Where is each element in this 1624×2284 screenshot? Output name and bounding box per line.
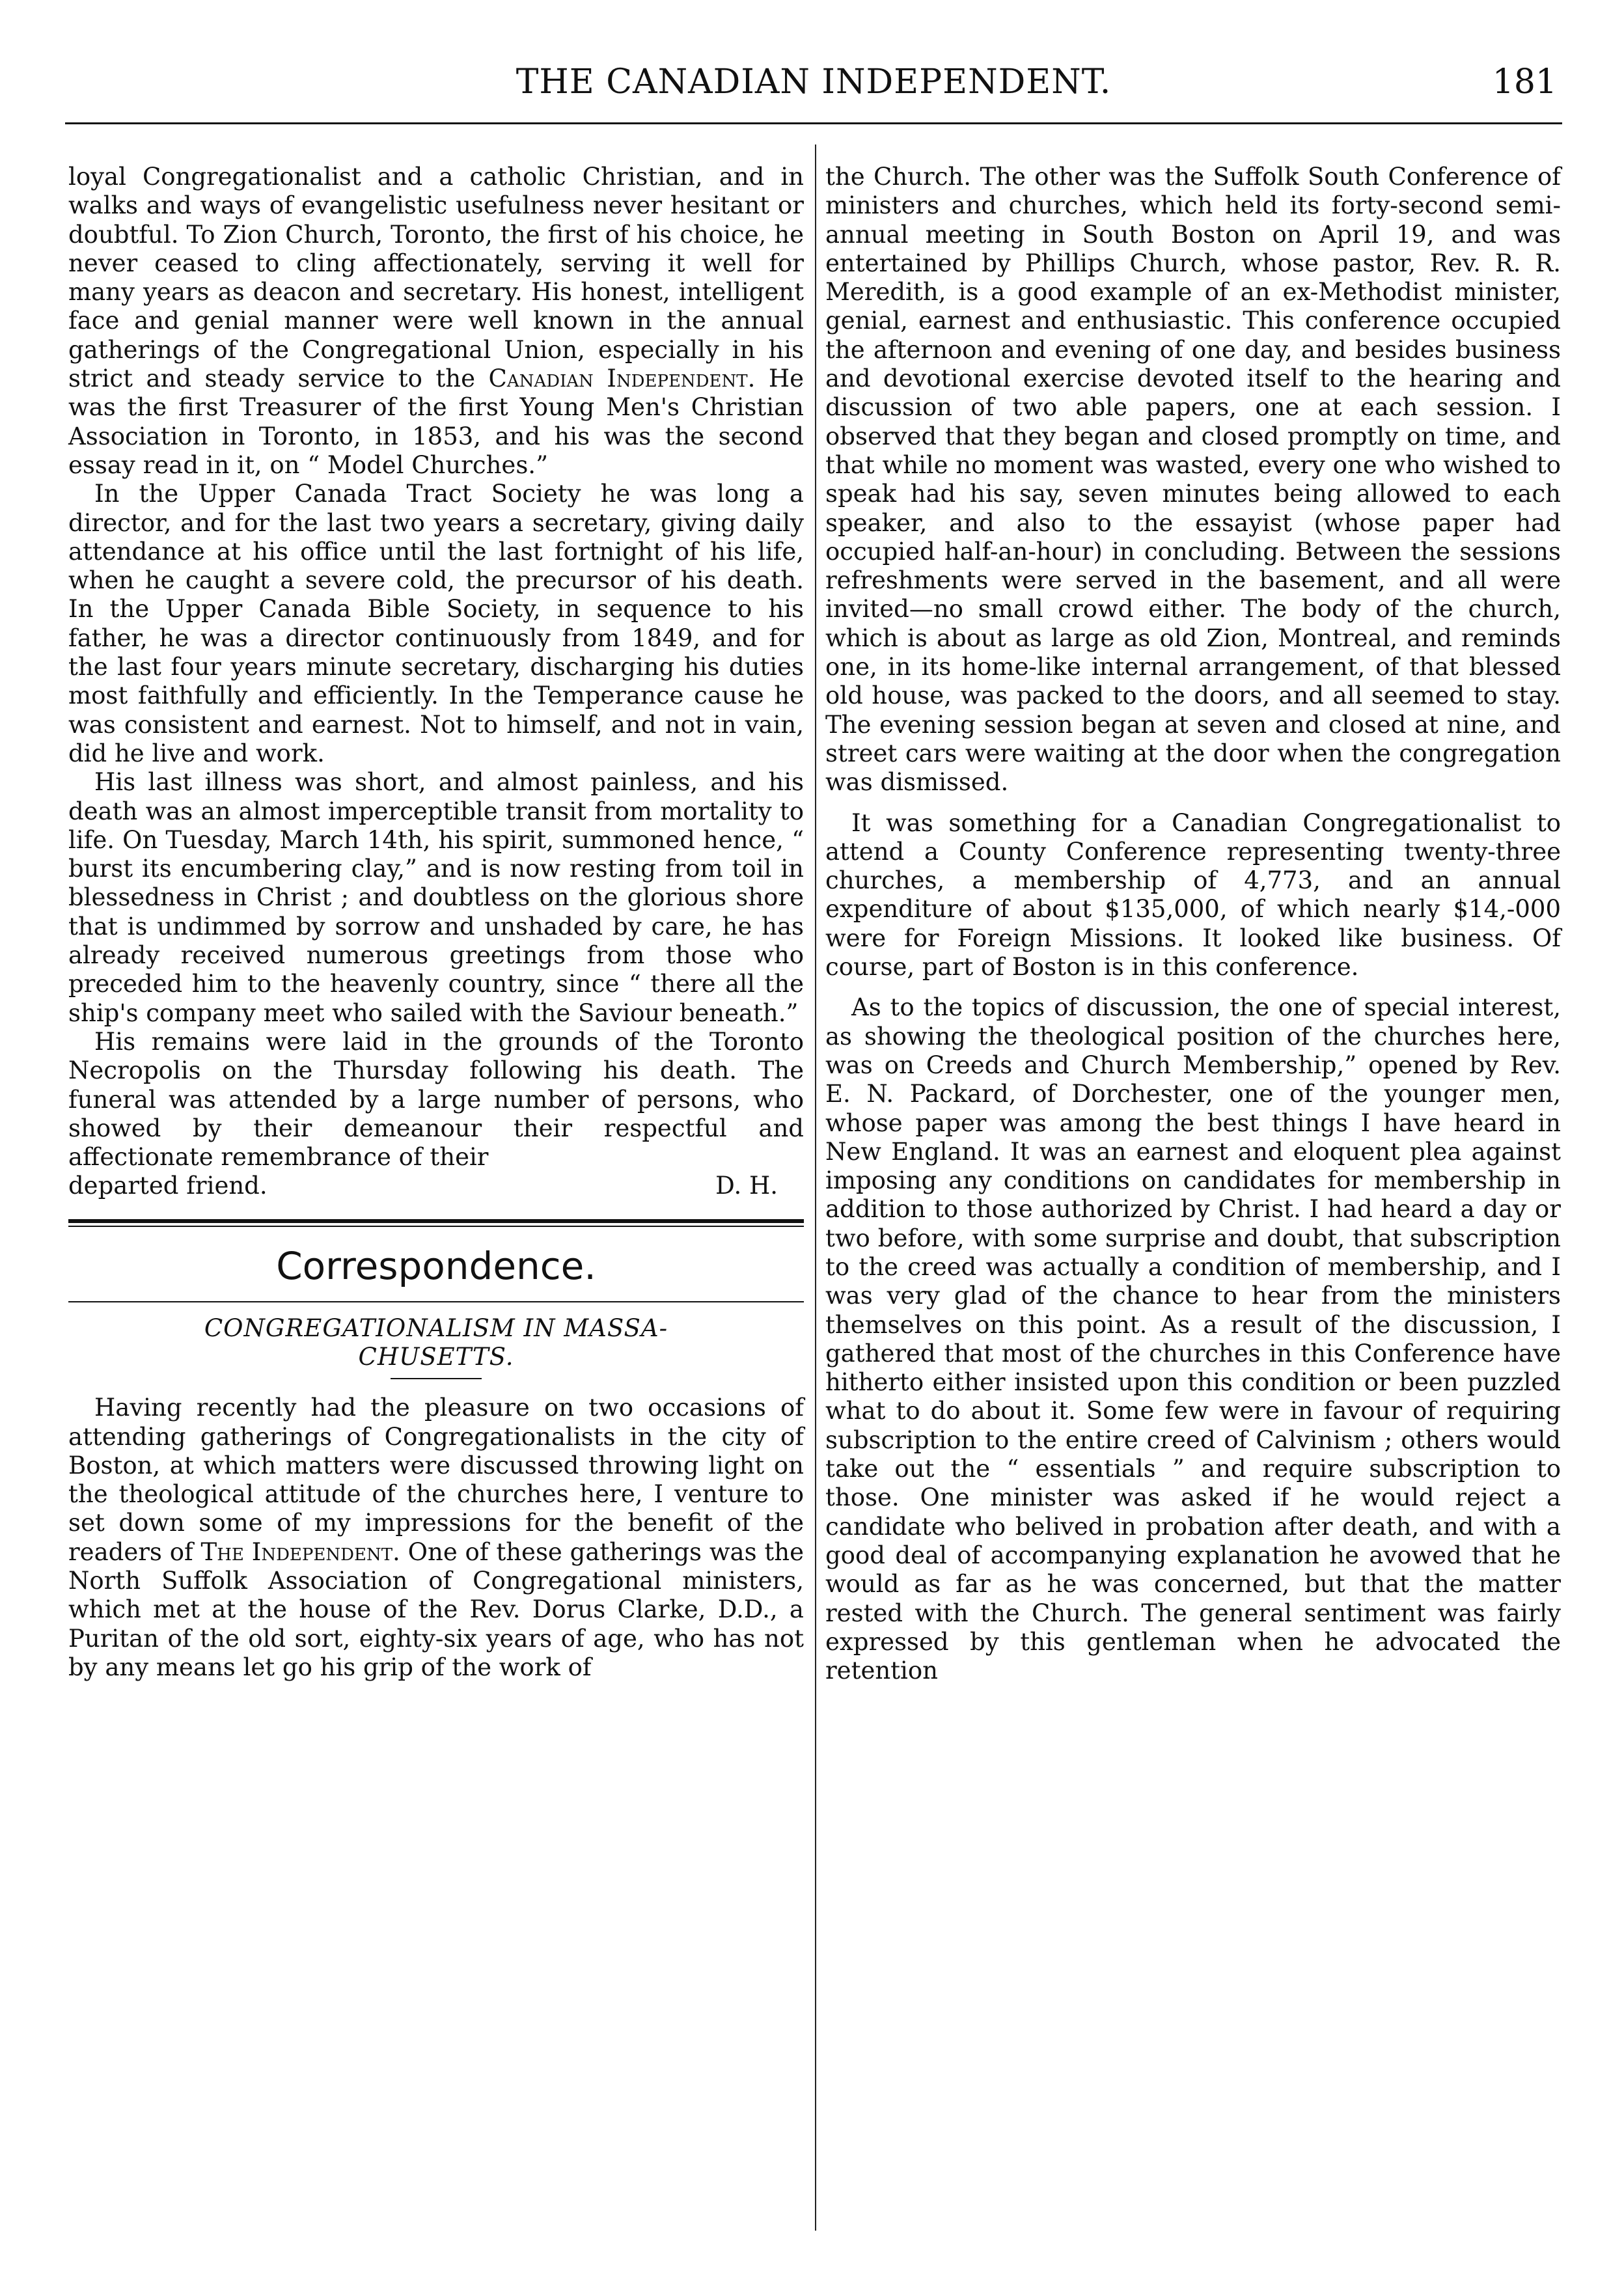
paragraph [68,1394,804,1682]
paragraph: In the Upper Canada Tract Society he was long a director, and for the last two years a secretary, giving daily attendance at his office until the last fortnight of his life, when he caught a severe cold, the precursor of his death. In the Upper Canada Bible Society, in sequence to his father, he was a director continuously from 1849, and for the last four years minute secretary, discharging his duties most faithfully and efficiently. In the Temperance cause he was consistent and earnest. Not to himself, and not in vain, did he live and work. [68,480,804,767]
article-title-line: CONGREGATIONALISM IN MASSA- [204,1314,668,1342]
paragraph: It was something for a Canadian Congregationalist to attend a County Conference representing twenty-three churches, a membership of 4,773, and an annual expenditure of about $135,000, of which nearly $14,-000 were for Foreign Missions. It looked like business. Of course, part of Boston is in this conference. [825,808,1561,982]
paragraph: the Church. The other was the Suffolk South Conference of ministers and churches, which held its forty-second semi-annual meeting in South Boston on April 19, and was entertained by Phillips Church, whose pastor, Rev. R. R. Meredith, is a good example of an ex-Methodist minister, genial, earnest and enthusiastic. This conference occupied the afternoon and evening of one day, and besides business and devotional exercise devoted itself to the hearing and discussion of two able papers, one at each session. I observed that they began and closed promptly on time, and that while no moment was wasted, every one who wished to speak had his say, seven minutes being allowed to each speaker, and also to the essayist (whose paper had occupied half-an-hour) in concluding. Between the sessions refreshments were served in the basement, and all were invited—no small crowd either. The body of the church, which is about as large as old Zion, Montreal, and reminds one, in its home-like internal arrangement, of that blessed old house, was packed to the doors, and all seemed to stay. The evening session began at seven and closed at nine, and street cars were waiting at the door when the congregation was dismissed. [825,163,1561,797]
paragraph-text: Having recently had the pleasure on two occasions of attending gatherings of Congregationalists in the city of Boston, at which matters were discussed throwing light on the theological attitude of the churches here, I venture to set down some of my impressions for the benefit of the readers of [68,1394,804,1566]
paragraph [68,163,804,480]
double-rule [68,1219,804,1227]
signature-line [68,1172,804,1200]
left-column [68,163,804,1682]
right-column [825,163,1561,1685]
closing-text: departed friend. [68,1172,268,1200]
article-title-line: CHUSETTS. [358,1342,514,1371]
signature: D. H. [715,1172,778,1200]
paragraph-text: He was the first Treasurer of the first Young Men's Christian Association in Toronto, in 1853, and his was the second essay read in it, on “ Model Churches.” [68,365,805,479]
paragraph-text: loyal Congregationalist and a catholic Christian, and in walks and ways of evangelistic usefulness never hesitant or doubtful. To Zion Church, Toronto, the first of his choice, he never ceased to cling affectionately, serving it well for many years as deacon and secretary. His honest, intelligent face and genial manner were well known in the annual gatherings of the Congregational Union, especially in his strict and steady service to the [68,163,804,393]
page-header [65,51,1562,124]
paragraph: His last illness was short, and almost painless, and his death was an almost imperceptible transit from mortality to life. On Tuesday, March 14th, his spirit, summoned hence, “ burst its encumbering clay,” and is now resting from toil in blessedness in Christ ; and doubtless on the glorious shore that is undimmed by sorrow and unshaded by care, he has already received numerous greetings from those who preceded him to the heavenly country, since “ there all the ship's company meet who sailed with the Saviour beneath.” [68,768,804,1027]
paragraph: As to the topics of discussion, the one of special interest, as showing the theological position of the churches here, was on Creeds and Church Membership,” opened by Rev. E. N. Packard, of Dorchester, one of the younger men, whose paper was among the best things I have heard in New England. It was an earnest and eloquent plea against imposing any conditions on candidates for membership in addition to those authorized by Christ. I had heard a day or two before, with some surprise and doubt, that subscription to the creed was actually a condition of membership, and I was very glad of the chance to hear from the ministers themselves on this point. As a result of the discussion, I gathered that most of the churches in this Conference have hitherto either insisted upon this condition or been puzzled what to do about it. Some few were in favour of requiring subscription to the entire creed of Calvinism ; others would take out the “ essentials ” and require subscription to those. One minister was asked if he would reject a candidate who belived in probation after death, and with a good deal of accompanying explanation he avowed that he would as far as he was concerned, but that the matter rested with the Church. The general sentiment was fairly expressed by this gentleman when he advocated the retention [825,993,1561,1685]
section-heading: Correspondence. [276,1243,596,1288]
journal-name: The Independent. [200,1537,400,1566]
column-divider [815,144,816,2231]
journal-title: THE CANADIAN INDEPENDENT. [516,62,1112,102]
journal-name: Canadian Independent. [488,365,756,393]
short-rule [391,1378,482,1379]
paragraph: His remains were laid in the grounds of the Toronto Necropolis on the Thursday following his death. The funeral was attended by a large number of persons, who showed by their demeanour their respectful and affectionate remembrance of their [68,1027,804,1172]
paragraph-text: One of these gatherings was the North Suffolk Association of Congregational ministers, which met at the house of the Rev. Dorus Clarke, D.D., a Puritan of the old sort, eighty-six years of age, who has not by any means let go his grip of the work of [68,1537,805,1681]
section-rule [68,1301,804,1302]
article-title [68,1314,804,1372]
page-number: 181 [1492,62,1557,102]
